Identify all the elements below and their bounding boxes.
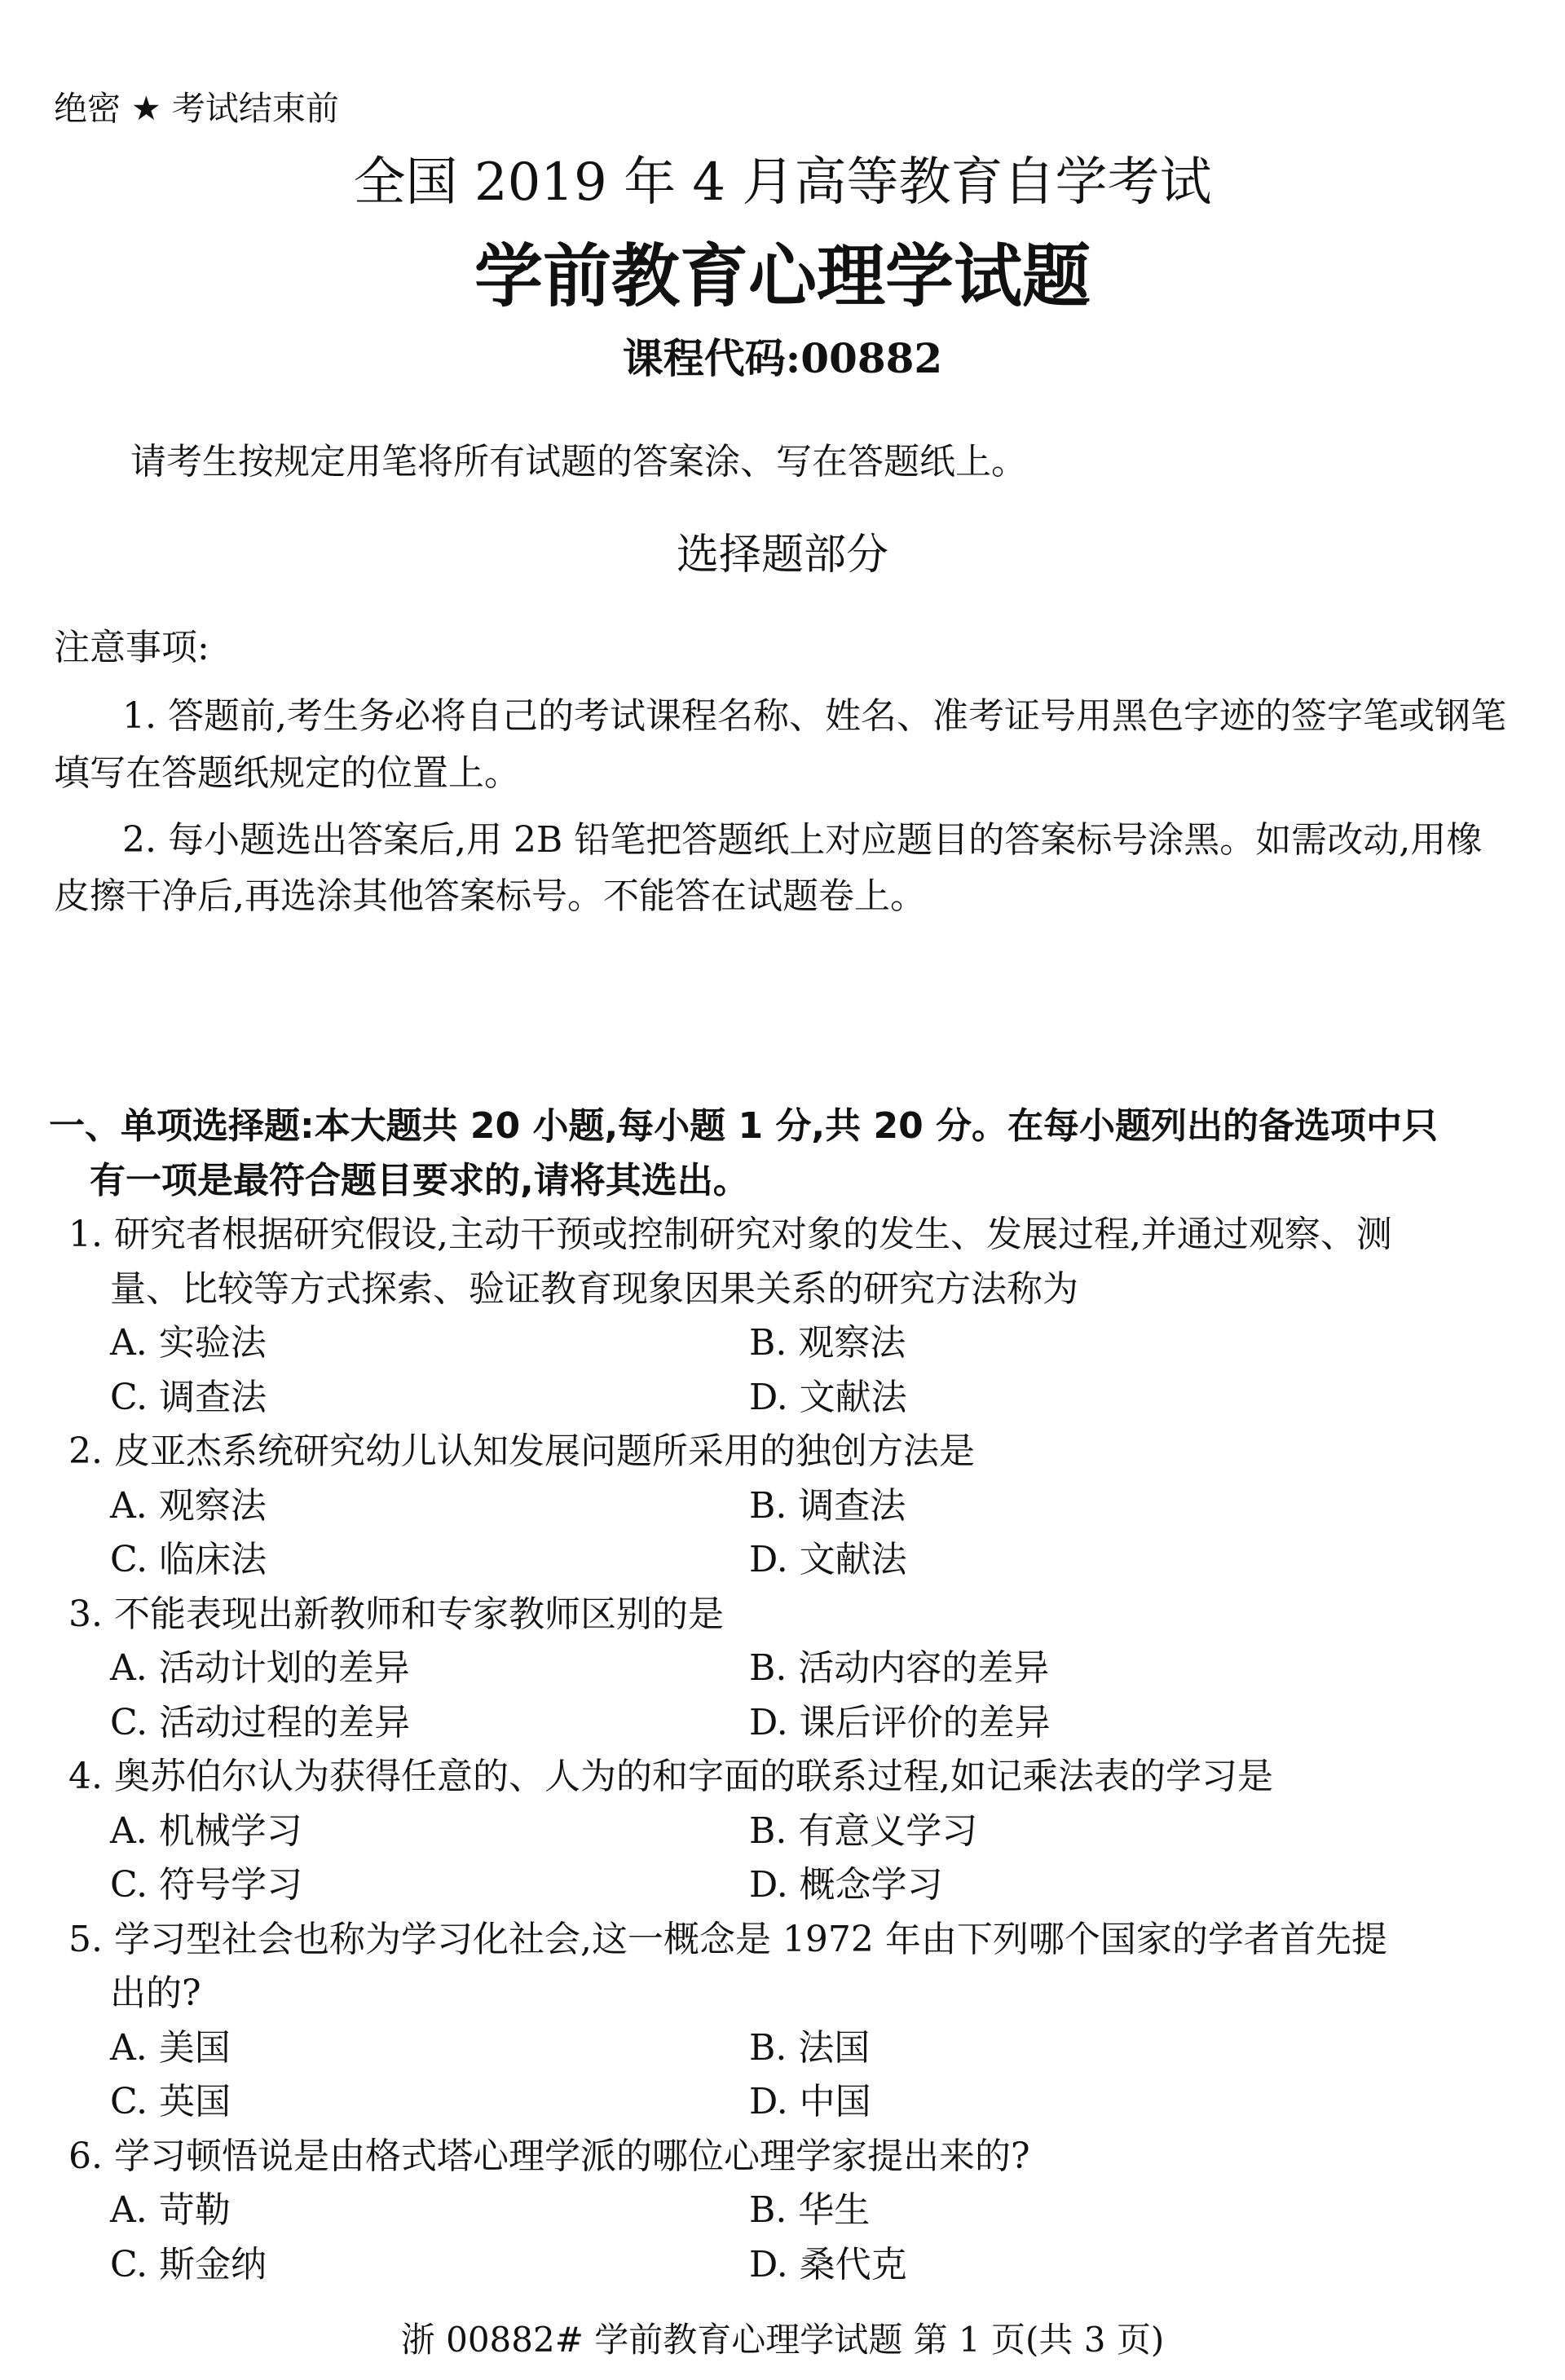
- options-row: [0, 1371, 1565, 1426]
- note-line: 1. 答题前,考生务必将自己的考试课程名称、姓名、准考证号用黑色字迹的签字笔或钢笔: [122, 695, 1506, 737]
- options-row: [0, 1696, 1565, 1751]
- course-code: 课程代码:00882: [622, 334, 943, 382]
- question-5-text: 出的?: [110, 1972, 201, 2014]
- options-row: [0, 2184, 1565, 2238]
- question-2-option-a: A. 观察法: [110, 1484, 267, 1527]
- options-row: [0, 1858, 1565, 1913]
- confidential-label: 绝密 ★ 考试结束前: [54, 89, 339, 128]
- question-list: [0, 1100, 1565, 2292]
- question-1-option-b: B. 观察法: [749, 1322, 906, 1364]
- question-6-option-c: C. 斯金纳: [110, 2243, 267, 2285]
- notes-heading: 注意事项:: [54, 627, 209, 668]
- question-4-option-a: A. 机械学习: [110, 1809, 302, 1852]
- question-6-option-d: D. 桑代克: [749, 2243, 907, 2285]
- question-3-option-a: A. 活动计划的差异: [110, 1647, 410, 1689]
- question-6-text: 6. 学习顿悟说是由格式塔心理学派的哪位心理学家提出来的?: [68, 2135, 1030, 2177]
- subject-title: 学前教育心理学试题: [474, 236, 1091, 316]
- options-row: [0, 2075, 1565, 2130]
- note-line: 皮擦干净后,再选涂其他答案标号。不能答在试题卷上。: [54, 875, 926, 917]
- question-5-text: 5. 学习型社会也称为学习化社会,这一概念是 1972 年由下列哪个国家的学者首先提: [68, 1918, 1387, 1960]
- question-1-text: 量、比较等方式探索、验证教育现象因果关系的研究方法称为: [110, 1267, 1078, 1310]
- options-row: [0, 2021, 1565, 2076]
- question-3-option-d: D. 课后评价的差异: [749, 1701, 1051, 1743]
- options-row: [0, 1805, 1565, 1859]
- question-2-option-d: D. 文献法: [749, 1539, 907, 1580]
- question-5-option-b: B. 法国: [749, 2026, 871, 2069]
- question-6-option-a: A. 苛勒: [110, 2189, 231, 2231]
- part-title: 选择题部分: [676, 531, 888, 580]
- options-row: [0, 1533, 1565, 1588]
- options-row: [0, 1479, 1565, 1534]
- question-4-option-b: B. 有意义学习: [749, 1809, 978, 1852]
- note-line: 填写在答题纸规定的位置上。: [54, 752, 520, 794]
- options-row: [0, 2238, 1565, 2293]
- question-1-text: 1. 研究者根据研究假设,主动干预或控制研究对象的发生、发展过程,并通过观察、测: [68, 1214, 1392, 1255]
- section-heading: 一、单项选择题:本大题共 20 小题,每小题 1 分,共 20 分。在每小题列出的备选项中只: [49, 1105, 1439, 1147]
- question-4-option-c: C. 符号学习: [110, 1864, 303, 1906]
- question-5-option-c: C. 英国: [110, 2081, 231, 2122]
- options-row: [0, 1642, 1565, 1696]
- options-row: [0, 1316, 1565, 1371]
- question-2-option-c: C. 临床法: [110, 1539, 267, 1580]
- question-4-text: 4. 奥苏伯尔认为获得任意的、人为的和字面的联系过程,如记乘法表的学习是: [68, 1756, 1273, 1797]
- section-heading: 有一项是最符合题目要求的,请将其选出。: [90, 1159, 749, 1201]
- instruction-text: 请考生按规定用笔将所有试题的答案涂、写在答题纸上。: [130, 441, 1027, 483]
- question-2-text: 2. 皮亚杰系统研究幼儿认知发展问题所采用的独创方法是: [68, 1430, 975, 1472]
- question-5-option-a: A. 美国: [110, 2026, 231, 2069]
- question-2-option-b: B. 调查法: [749, 1484, 906, 1527]
- question-4-option-d: D. 概念学习: [749, 1864, 943, 1906]
- exam-title: 全国 2019 年 4 月高等教育自学考试: [353, 152, 1212, 213]
- question-5-option-d: D. 中国: [749, 2081, 871, 2122]
- question-3-option-b: B. 活动内容的差异: [749, 1647, 1050, 1689]
- question-6-option-b: B. 华生: [749, 2189, 871, 2231]
- question-1-option-a: A. 实验法: [110, 1322, 267, 1364]
- question-1-option-c: C. 调查法: [110, 1376, 267, 1418]
- note-line: 2. 每小题选出答案后,用 2B 铅笔把答题纸上对应题目的答案标号涂黑。如需改动,用橡: [122, 819, 1483, 861]
- question-1-option-d: D. 文献法: [749, 1376, 907, 1418]
- page-footer: 浙 00882# 学前教育心理学试题 第 1 页(共 3 页): [400, 2320, 1165, 2360]
- question-3-option-c: C. 活动过程的差异: [110, 1701, 411, 1743]
- question-3-text: 3. 不能表现出新教师和专家教师区别的是: [68, 1593, 724, 1635]
